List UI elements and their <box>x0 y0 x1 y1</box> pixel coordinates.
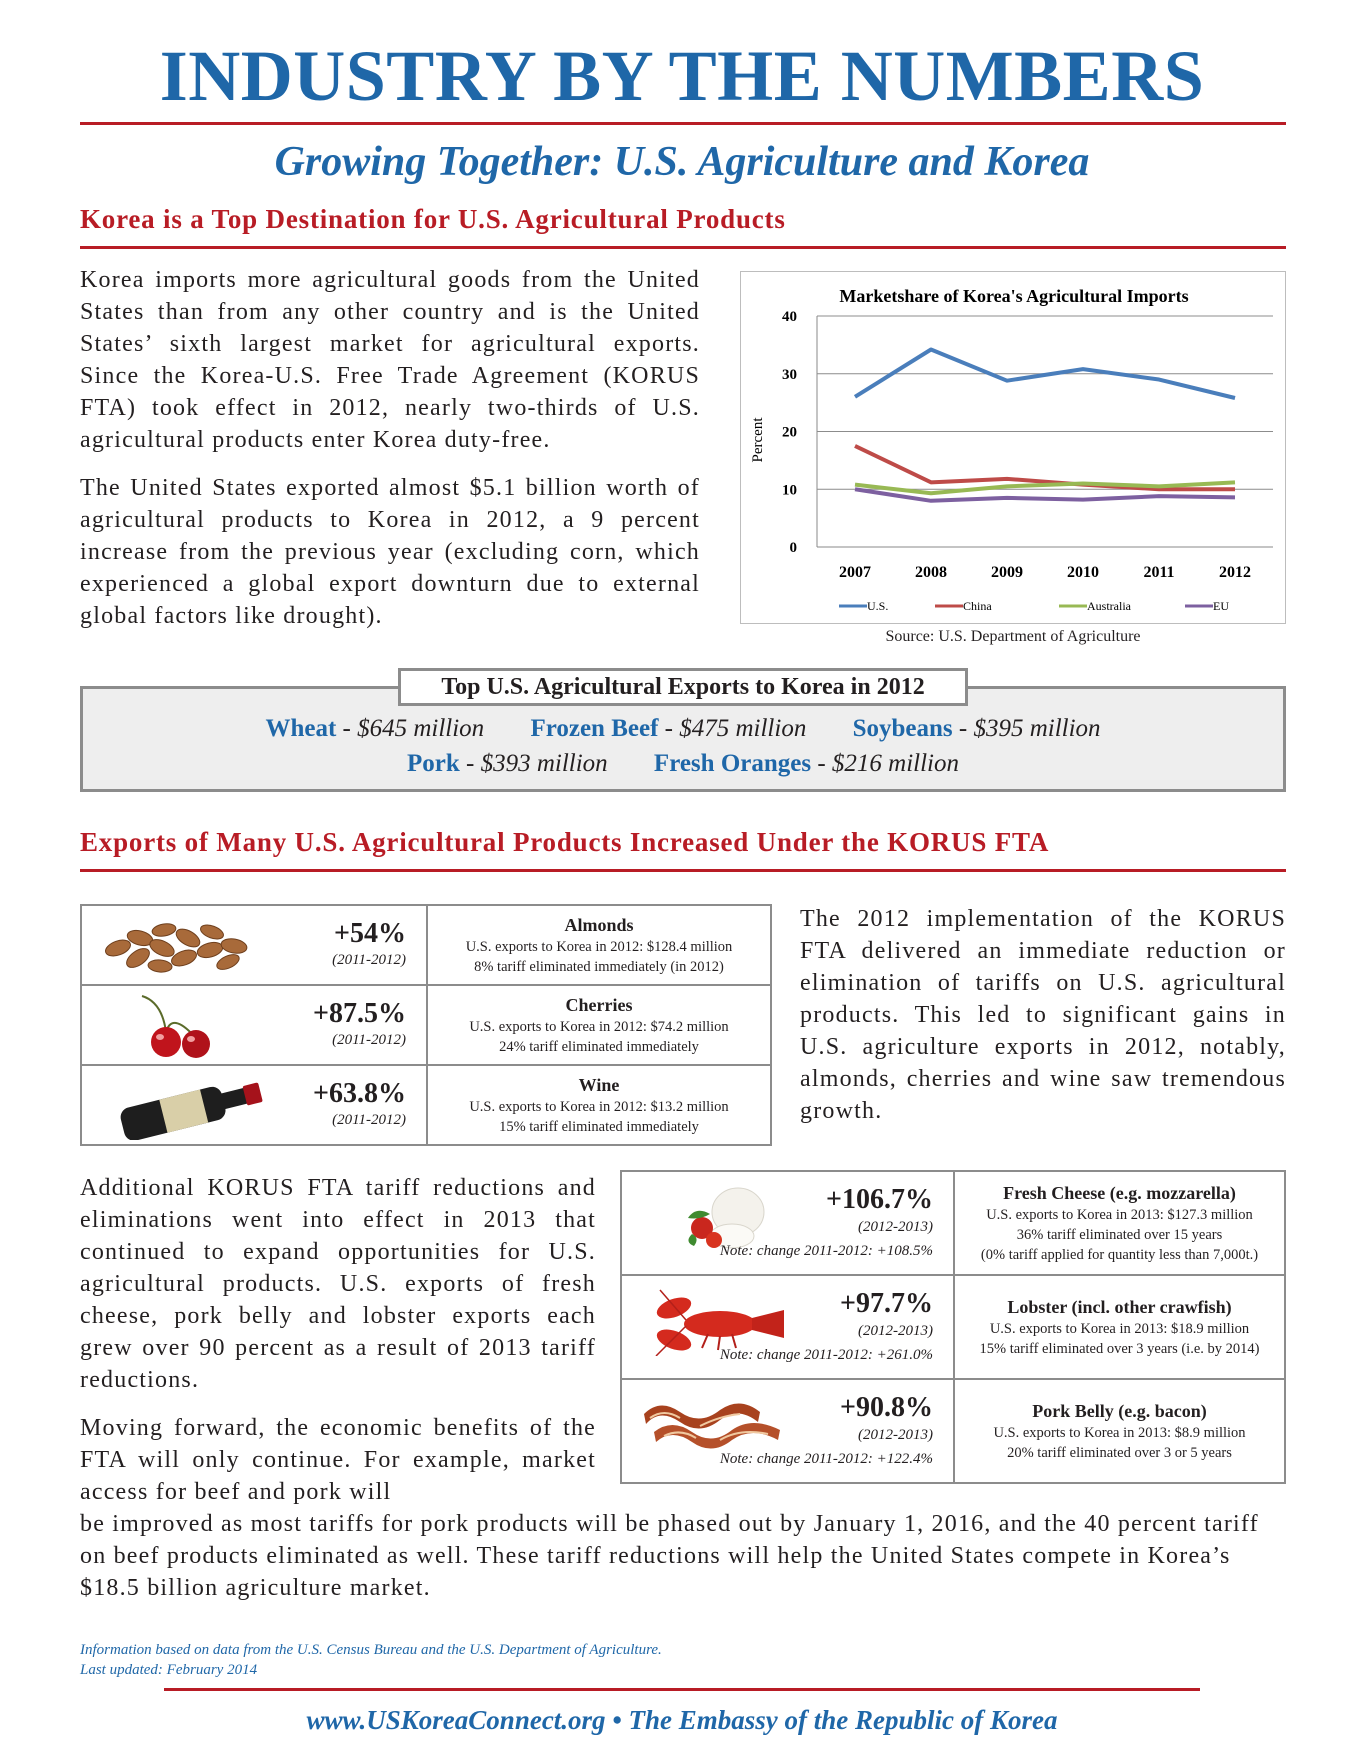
export-name: Frozen Beef <box>530 715 659 742</box>
top-exports-row-2 <box>80 750 1286 778</box>
chart-x-tick-label: 2009 <box>991 564 1023 581</box>
product-exports: U.S. exports to Korea in 2012: $128.4 million <box>465 939 733 955</box>
products-2012-table <box>80 904 772 1146</box>
korus-2013-text <box>80 1172 596 1508</box>
chart-series-line <box>855 446 1235 489</box>
product-exports: U.S. exports to Korea in 2013: $18.9 million <box>989 1321 1250 1337</box>
chart-y-tick-label: 0 <box>789 540 797 556</box>
intro-paragraph-1: Korea imports more agricultural goods from the United States than from any other country and is the United States’ sixth largest market for agricultural exports. Since the Korea-U.S. Free Trade Agreement (KORUS FTA) took effect in 2012, nearly two-thirds of U.S. agricultural products enter Korea duty-free. <box>80 267 700 453</box>
page-subtitle: Growing Together: U.S. Agriculture and Korea <box>274 139 1090 185</box>
product-name: Pork Belly (e.g. bacon) <box>1032 1401 1207 1421</box>
intro-paragraph-2: The United States exported almost $5.1 billion worth of agricultural products to Korea in 2012, a 9 percent increase from the previous year (excluding corn, which experienced a global export downturn due to external global factors like drought). <box>80 475 700 629</box>
wine-bottle-image <box>112 1074 272 1140</box>
table-row <box>621 1379 1285 1483</box>
growth-percent: +90.8% <box>840 1392 933 1423</box>
lobster-image <box>652 1286 792 1356</box>
growth-percent: +63.8% <box>313 1078 406 1109</box>
table-row <box>621 1275 1285 1379</box>
export-value: - $216 million <box>811 750 960 777</box>
cherries-pct-cell <box>81 985 427 1065</box>
section-divider <box>80 869 1286 872</box>
product-exports: U.S. exports to Korea in 2013: $127.3 million <box>986 1207 1253 1223</box>
export-name: Fresh Oranges <box>653 750 812 777</box>
marketshare-chart-svg <box>741 272 1287 625</box>
product-name: Lobster (incl. other crawfish) <box>1007 1297 1232 1317</box>
almonds-pct-cell <box>81 905 427 985</box>
export-value: - $475 million <box>658 715 807 742</box>
almonds-image <box>98 918 258 974</box>
product-name: Cherries <box>565 995 633 1015</box>
chart-x-tick-label: 2011 <box>1143 564 1175 581</box>
cherries-desc-cell <box>427 985 771 1065</box>
products-2013-table <box>620 1170 1286 1484</box>
table-row <box>621 1171 1285 1275</box>
intro-text <box>80 264 700 648</box>
product-exports: U.S. exports to Korea in 2012: $74.2 million <box>469 1019 729 1035</box>
growth-period: (2011-2012) <box>332 1032 406 1048</box>
export-item-frozen-beef <box>530 715 806 743</box>
page-title: INDUSTRY BY THE NUMBERS <box>159 36 1205 116</box>
growth-percent: +54% <box>334 918 406 949</box>
product-tariff: 20% tariff eliminated over 3 or 5 years <box>1007 1445 1232 1461</box>
almonds-desc-cell <box>427 905 771 985</box>
last-updated-note: Last updated: February 2014 <box>80 1662 258 1678</box>
cheese-pct-cell <box>621 1171 954 1275</box>
bacon-image <box>640 1394 790 1454</box>
lobster-desc-cell <box>954 1275 1285 1379</box>
beef-pork-text <box>80 1508 1286 1620</box>
product-name: Wine <box>578 1075 620 1095</box>
growth-period: (2012-2013) <box>858 1427 933 1443</box>
chart-y-tick-label: 30 <box>782 366 797 383</box>
korus-2012-text <box>800 903 1286 1143</box>
data-source-note: Information based on data from the U.S. Census Bureau and the U.S. Department of Agriculture. <box>80 1642 662 1658</box>
wine-pct-cell <box>81 1065 427 1145</box>
footer-website-link[interactable]: www.USKoreaConnect.org • The Embassy of the Republic of Korea <box>306 1705 1058 1735</box>
chart-legend-label: EU <box>1213 599 1229 613</box>
chart-legend-label: Australia <box>1087 599 1131 613</box>
product-name: Almonds <box>564 915 634 935</box>
korus-2012-paragraph: The 2012 implementation of the KORUS FTA delivered an immediate reduction or elimination of tariffs on U.S. agricultural products. This led to significant gains in U.S. agriculture exports in 2012, notably, almonds, cherries and wine saw tremendous growth. <box>800 906 1286 1124</box>
section-heading-top-destination: Korea is a Top Destination for U.S. Agricultural Products <box>80 204 786 234</box>
chart-x-tick-label: 2008 <box>915 564 947 581</box>
pork-belly-desc-cell <box>954 1379 1285 1483</box>
chart-source: Source: U.S. Department of Agriculture <box>885 628 1141 645</box>
export-item-soybeans <box>853 715 1101 743</box>
chart-x-tick-label: 2010 <box>1067 564 1099 581</box>
chart-y-axis-label: Percent <box>750 417 766 463</box>
korus-2013-paragraph: Additional KORUS FTA tariff reductions and eliminations went into effect in 2013 that continued to expand opportunities for U.S. agricultural products. U.S. exports of fresh cheese, pork belly and lobster exports each grew over 90 percent as a result of 2013 tariff reductions. <box>80 1175 596 1393</box>
top-exports-title: Top U.S. Agricultural Exports to Korea in 2012 <box>398 668 968 706</box>
growth-percent: +106.7% <box>826 1184 933 1215</box>
export-name: Pork <box>406 750 460 777</box>
cheese-desc-cell <box>954 1171 1285 1275</box>
chart-x-tick-label: 2012 <box>1219 564 1251 581</box>
section-heading-korus-exports: Exports of Many U.S. Agricultural Products Increased Under the KORUS FTA <box>80 827 1050 857</box>
product-tariff: 24% tariff eliminated immediately <box>499 1039 699 1055</box>
export-name: Wheat <box>265 715 337 742</box>
lobster-pct-cell <box>621 1275 954 1379</box>
prior-change-note: Note: change 2011-2012: +122.4% <box>719 1451 933 1467</box>
export-name: Soybeans <box>852 715 953 742</box>
chart-x-tick-label: 2007 <box>839 564 871 581</box>
section-divider <box>80 246 1286 249</box>
chart-y-tick-label: 10 <box>782 482 797 499</box>
growth-period: (2012-2013) <box>858 1323 933 1339</box>
wine-desc-cell <box>427 1065 771 1145</box>
footer-note <box>80 1640 662 1680</box>
pork-belly-pct-cell <box>621 1379 954 1483</box>
growth-period: (2012-2013) <box>858 1219 933 1235</box>
product-exports: U.S. exports to Korea in 2013: $8.9 million <box>993 1425 1246 1441</box>
chart-legend-label: U.S. <box>867 599 889 613</box>
product-tariff: 15% tariff eliminated over 3 years (i.e. by 2014) <box>979 1341 1260 1357</box>
growth-percent: +97.7% <box>840 1288 933 1319</box>
export-item-wheat <box>265 715 484 743</box>
title-divider <box>80 122 1286 125</box>
export-value: - $393 million <box>459 750 608 777</box>
export-value: - $645 million <box>336 715 485 742</box>
prior-change-note: Note: change 2011-2012: +261.0% <box>719 1347 933 1363</box>
table-row <box>81 1065 771 1145</box>
table-row <box>81 985 771 1065</box>
product-tariff-detail: (0% tariff applied for quantity less than 7,000t.) <box>980 1247 1259 1263</box>
prior-change-note: Note: change 2011-2012: +108.5% <box>719 1243 933 1259</box>
footer-divider <box>164 1688 1200 1691</box>
cherries-image <box>132 992 222 1062</box>
chart-y-tick-label: 20 <box>782 424 797 441</box>
product-tariff: 15% tariff eliminated immediately <box>499 1119 699 1135</box>
top-exports-row-1 <box>80 715 1286 743</box>
product-name: Fresh Cheese (e.g. mozzarella) <box>1003 1183 1236 1203</box>
moving-forward-paragraph: Moving forward, the economic benefits of the FTA will only continue. For example, market access for beef and pork will <box>80 1415 596 1505</box>
growth-percent: +87.5% <box>313 998 406 1029</box>
chart-y-tick-label: 40 <box>782 309 797 325</box>
product-tariff: 8% tariff eliminated immediately (in 2012) <box>474 959 724 975</box>
export-item-fresh-oranges <box>654 750 959 778</box>
export-value: - $395 million <box>952 715 1101 742</box>
chart-title: Marketshare of Korea's Agricultural Imports <box>839 286 1189 306</box>
chart-legend-label: China <box>963 599 992 613</box>
growth-period: (2011-2012) <box>332 1112 406 1128</box>
product-tariff: 36% tariff eliminated over 15 years <box>1016 1227 1223 1243</box>
beef-pork-paragraph: be improved as most tariffs for pork products will be phased out by January 1, 2016, and the 40 percent tariff on beef products eliminated as well. These tariff reductions will help the United States compete in Korea’s $18.5 billion agriculture market. <box>80 1511 1259 1601</box>
growth-period: (2011-2012) <box>332 952 406 968</box>
marketshare-chart <box>740 271 1286 624</box>
product-exports: U.S. exports to Korea in 2012: $13.2 million <box>469 1099 729 1115</box>
export-item-pork <box>407 750 608 778</box>
table-row <box>81 905 771 985</box>
